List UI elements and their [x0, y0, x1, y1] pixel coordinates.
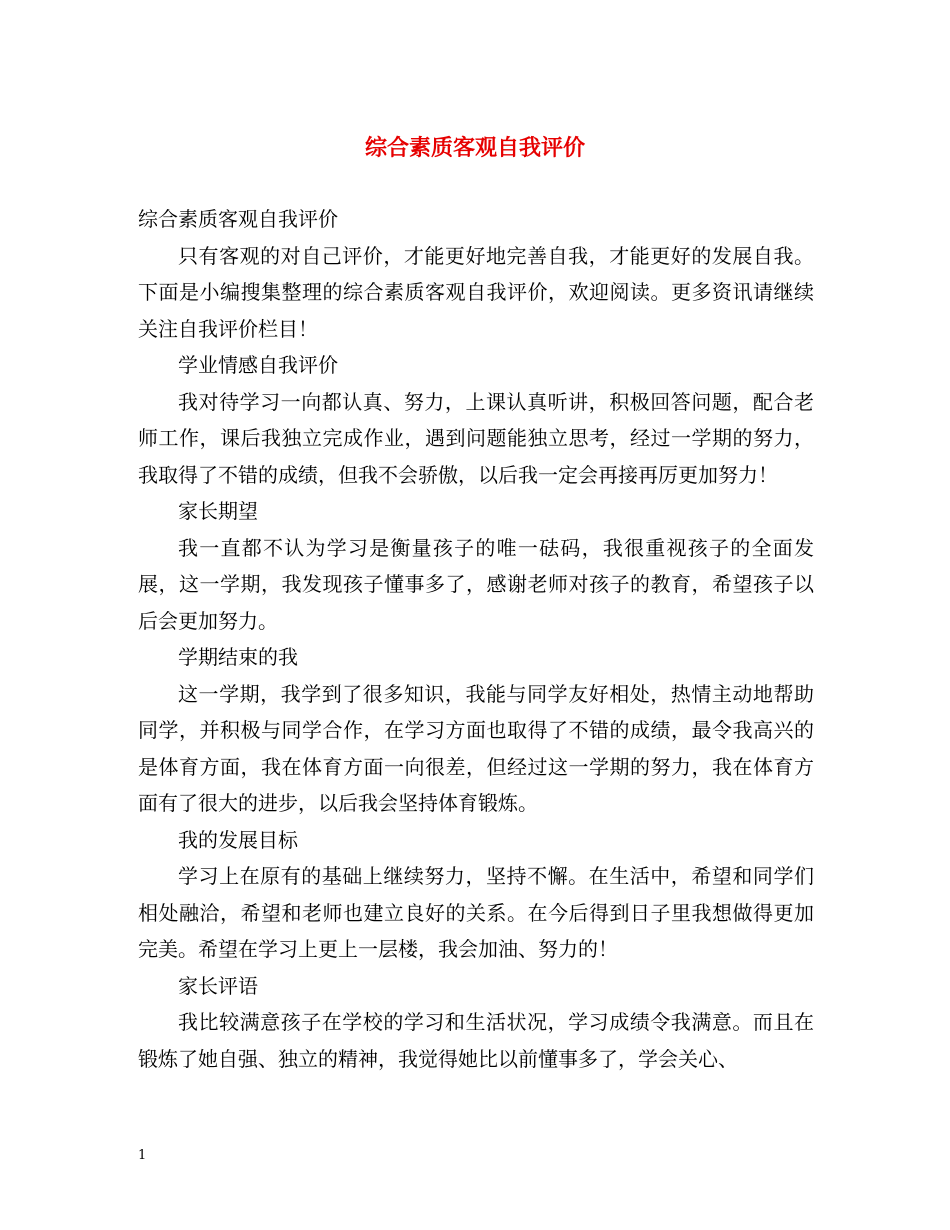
section-heading-term-end: 学期结束的我	[178, 645, 298, 669]
paragraph-term-end: 这一学期，我学到了很多知识，我能与同学友好相处，热情主动地帮助同学，并积极与同学合作，在学习方面也取得了不错的成绩，最令我高兴的是体育方面，我在体育方面一向很差，但经过这一学期的努力，我在体育方面有了很大的进步，以后我会坚持体育锻炼。	[138, 681, 814, 815]
document-body	[138, 201, 814, 1077]
paragraph-academic: 我对待学习一向都认真、努力，上课认真听讲，积极回答问题，配合老师工作，课后我独立完成作业，遇到问题能独立思考，经过一学期的努力，我取得了不错的成绩，但我不会骄傲，以后我一定会再接再厉更加努力！	[138, 389, 814, 487]
section-heading-parent-expectation: 家长期望	[178, 499, 258, 523]
paragraph-intro: 只有客观的对自己评价，才能更好地完善自我，才能更好的发展自我。下面是小编搜集整理的综合素质客观自我评价，欢迎阅读。更多资讯请继续关注自我评价栏目！	[138, 243, 814, 341]
paragraph-subtitle: 综合素质客观自我评价	[138, 207, 338, 231]
section-heading-goals: 我的发展目标	[178, 827, 298, 852]
paragraph-parent-expectation: 我一直都不认为学习是衡量孩子的唯一砝码，我很重视孩子的全面发展，这一学期，我发现孩子懂事多了，感谢老师对孩子的教育，希望孩子以后会更加努力。	[138, 535, 814, 633]
section-heading-parent-comment: 家长评语	[178, 973, 258, 998]
page-number: 1	[138, 1148, 147, 1163]
paragraph-goals: 学习上在原有的基础上继续努力，坚持不懈。在生活中，希望和同学们相处融洽，希望和老师也建立良好的关系。在今后得到日子里我想做得更加完美。希望在学习上更上一层楼，我会加油、努力的！	[138, 864, 814, 961]
paragraph-parent-comment: 我比较满意孩子在学校的学习和生活状况，学习成绩令我满意。而且在锻炼了她自强、独立的精神，我觉得她比以前懂事多了，学会关心、	[138, 1010, 814, 1071]
section-heading-academic: 学业情感自我评价	[178, 353, 338, 377]
document-title: 综合素质客观自我评价	[364, 135, 585, 161]
